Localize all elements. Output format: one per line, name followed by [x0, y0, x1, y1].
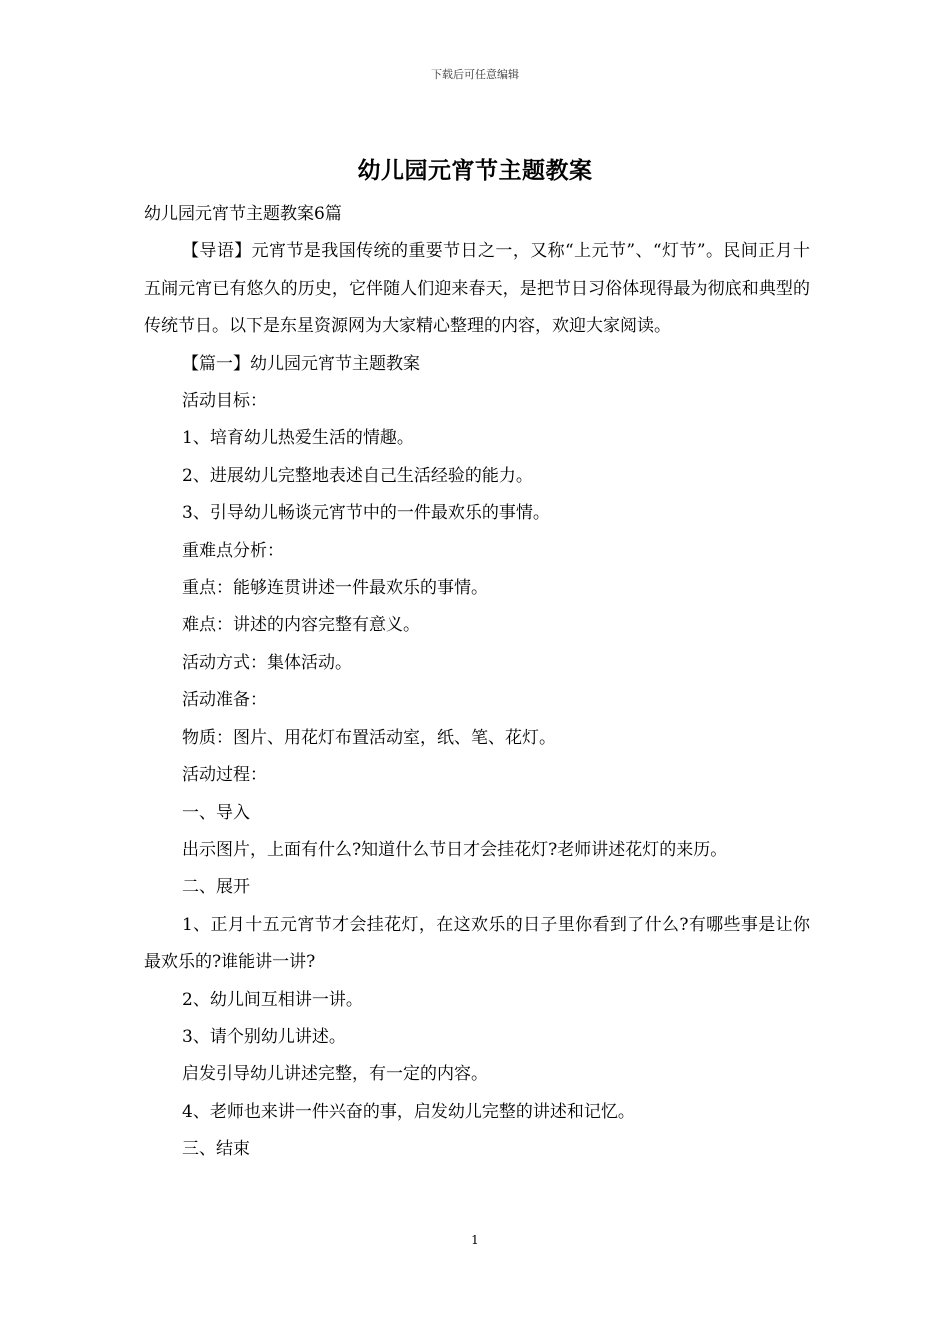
paragraph: 3、引导幼儿畅谈元宵节中的一件最欢乐的事情。: [182, 503, 550, 524]
paragraph: 出示图片，上面有什么?知道什么节日才会挂花灯?老师讲述花灯的来历。: [182, 839, 728, 860]
paragraph: 三、结束: [182, 1139, 250, 1160]
paragraph: 3、请个别幼儿讲述。: [182, 1026, 346, 1047]
section-heading: 【篇一】幼儿园元宵节主题教案: [182, 353, 420, 374]
paragraph: 活动过程：: [182, 765, 267, 786]
paragraph: 2、进展幼儿完整地表述自己生活经验的能力。: [182, 465, 533, 486]
paragraph: 1、培育幼儿热爱生活的情趣。: [182, 428, 414, 449]
paragraph: 2、幼儿间互相讲一讲。: [182, 989, 363, 1010]
document-body: [144, 196, 810, 1169]
page-number: 1: [471, 1233, 479, 1247]
paragraph: 活动方式：集体活动。: [182, 652, 352, 673]
header-note: 下载后可任意编辑: [431, 68, 519, 81]
paragraph: 1、正月十五元宵节才会挂花灯，在这欢乐的日子里你看到了什么?有哪些事是让你最欢乐的?谁能讲一讲?: [144, 914, 810, 973]
paragraph: 一、导入: [182, 802, 250, 823]
paragraph: 活动准备：: [182, 690, 267, 711]
page-title: 幼儿园元宵节主题教案: [357, 157, 593, 184]
paragraph: 活动目标：: [182, 391, 267, 412]
subtitle-line: 幼儿园元宵节主题教案6篇: [144, 204, 342, 224]
paragraph: 启发引导幼儿讲述完整，有一定的内容。: [182, 1064, 488, 1085]
intro-paragraph: 【导语】元宵节是我国传统的重要节日之一，又称“上元节”、“灯节”。民间正月十五闹元宵已有悠久的历史，它伴随人们迎来春天，是把节日习俗体现得最为彻底和典型的传统节日。以下是东星资源网为大家精心整理的内容，欢迎大家阅读。: [144, 241, 810, 337]
paragraph: 重难点分析：: [182, 540, 284, 561]
paragraph: 二、展开: [182, 877, 250, 898]
paragraph: 4、老师也来讲一件兴奋的事，启发幼儿完整的讲述和记忆。: [182, 1101, 635, 1122]
paragraph: 难点：讲述的内容完整有意义。: [182, 615, 420, 636]
paragraph: 重点：能够连贯讲述一件最欢乐的事情。: [182, 578, 488, 599]
paragraph: 物质：图片、用花灯布置活动室，纸、笔、花灯。: [182, 727, 556, 748]
